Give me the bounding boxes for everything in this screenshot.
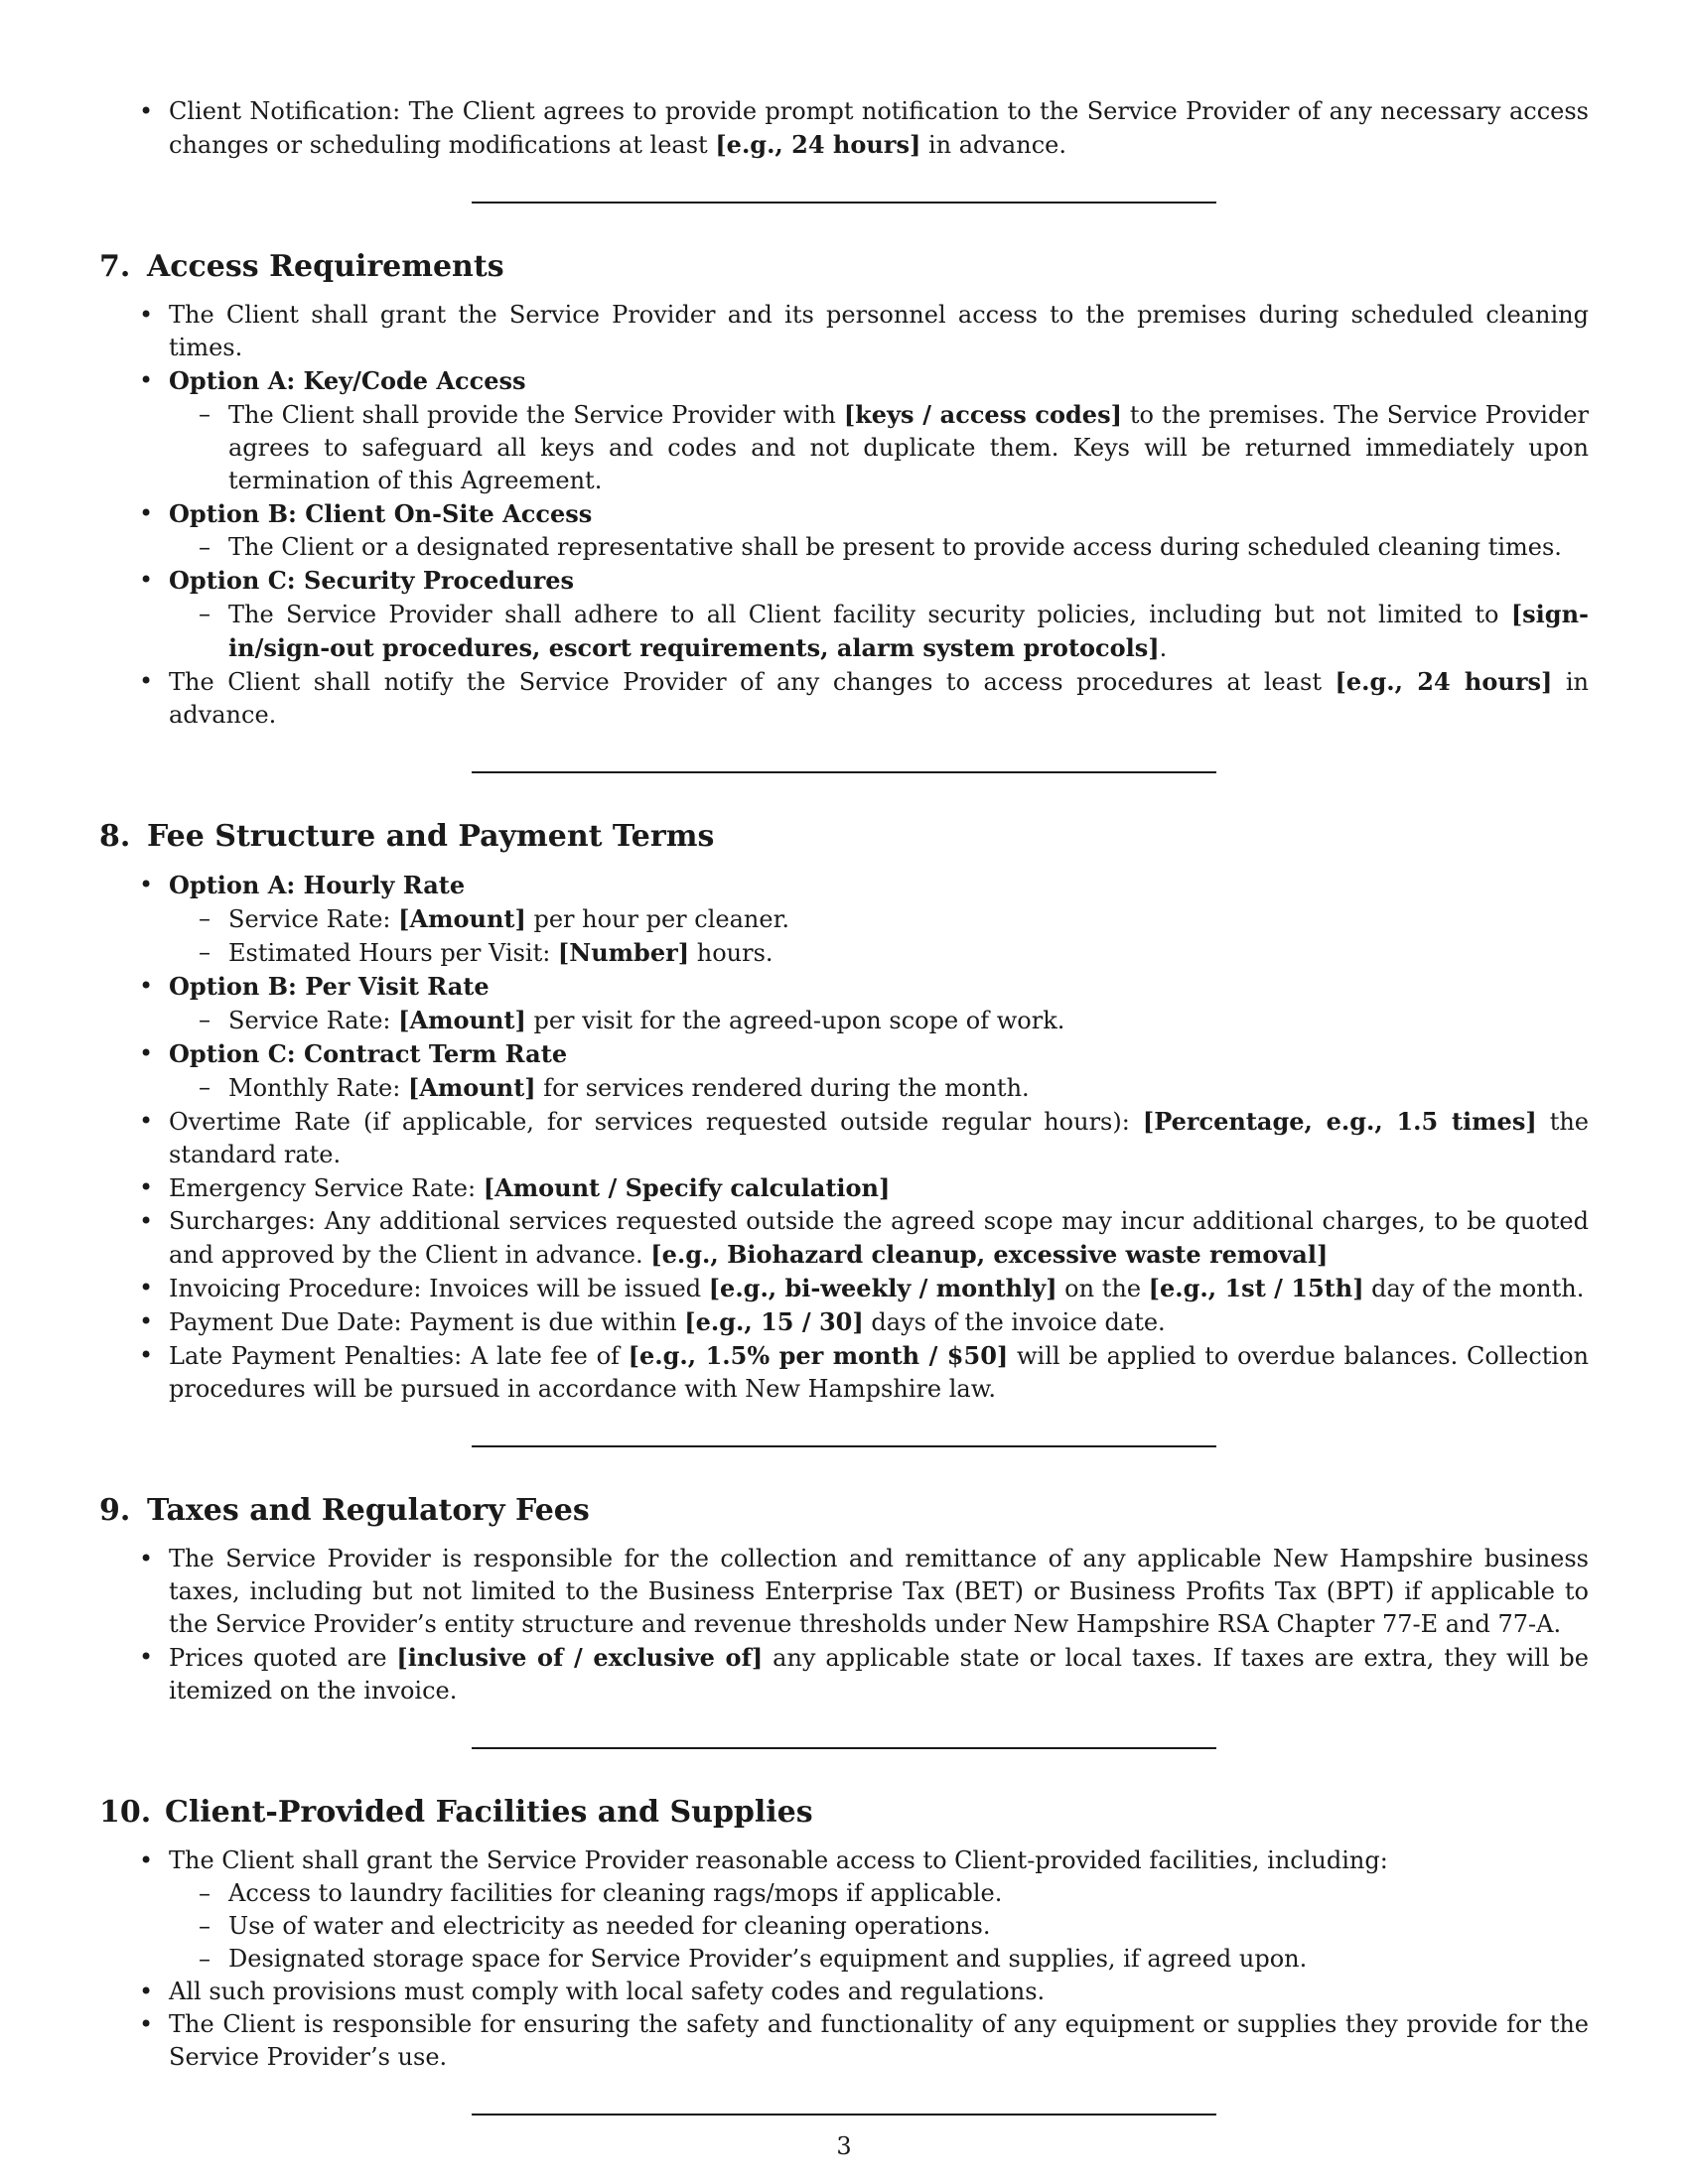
list-item [99,869,1589,970]
section-divider [472,1747,1216,1749]
placeholder-field: [Percentage, e.g., 1.5 times] [1142,1107,1537,1136]
section-divider [472,1445,1216,1447]
sub-list [169,902,1589,970]
page-content [99,95,1589,2116]
sub-list [169,398,1589,497]
option-heading: Option B: Per Visit Rate [169,972,490,1001]
section-divider [472,2114,1216,2116]
sub-list [169,531,1589,564]
placeholder-field: [e.g., 24 hours] [1335,667,1553,696]
sub-list-item: – The Client shall provide the Service Provider with [keys / access codes] to the premises. The Service Provider agrees to safeguard all keys and codes and not duplicate them. Keys will be returned immediately upon termination of this Agreement. [169,398,1589,497]
placeholder-field: [Amount] [407,1073,536,1102]
list-item: • Invoicing Procedure: Invoices will be issued [e.g., bi-weekly / monthly] on the [e.g., 1st / 15th] day of the month. [99,1272,1589,1305]
sub-list-item: – Access to laundry facilities for cleaning rags/mops if applicable. [169,1877,1589,1910]
sub-list [169,1004,1589,1037]
sub-list [169,598,1589,665]
section-heading-7: 7. Access Requirements [99,249,504,284]
placeholder-field: [Number] [557,938,690,967]
list-item [99,364,1589,497]
intro-list [99,95,1589,162]
list-item: • Payment Due Date: Payment is due within [e.g., 15 / 30] days of the invoice date. [99,1305,1589,1339]
section-10-list [99,1844,1589,2074]
sub-list-item: – Use of water and electricity as needed for cleaning operations. [169,1910,1589,1943]
sub-list [169,1071,1589,1105]
placeholder-field: [e.g., 1st / 15th] [1148,1274,1364,1302]
sub-list-item: – Monthly Rate: [Amount] for services rendered during the month. [169,1071,1589,1105]
placeholder-field: [inclusive of / exclusive of] [396,1643,764,1672]
option-heading: Option A: Hourly Rate [169,871,466,899]
list-item: • The Client shall notify the Service Provider of any changes to access procedures at least [e.g., 24 hours] in advance. [99,665,1589,732]
section-heading-8: 8. Fee Structure and Payment Terms [99,819,715,854]
placeholder-field: [e.g., 1.5% per month / $50] [628,1341,1009,1370]
section-divider [472,771,1216,773]
sub-list-item: – Estimated Hours per Visit: [Number] hours. [169,936,1589,970]
placeholder-field: [e.g., 24 hours] [715,130,921,159]
section-8-list [99,869,1589,1406]
sub-list-item: – Service Rate: [Amount] per visit for the agreed-upon scope of work. [169,1004,1589,1037]
list-item: • The Client is responsible for ensuring the safety and functionality of any equipment or supplies they provide for the Service Provider’s use. [99,2008,1589,2074]
placeholder-field: [sign-in/sign-out procedures, escort requirements, alarm system protocols] [228,600,1589,662]
list-item: • Prices quoted are [inclusive of / exclusive of] any applicable state or local taxes. If taxes are extra, they will be itemized on the invoice. [99,1641,1589,1707]
placeholder-field: [Amount] [398,1006,526,1034]
section-divider [472,202,1216,204]
list-item: • Client Notification: The Client agrees to provide prompt notification to the Service Provider of any necessary access changes or scheduling modifications at least [e.g., 24 hours] in advance. [99,95,1589,162]
list-item [99,564,1589,665]
page-number: 3 [836,2132,852,2160]
list-item: • The Service Provider is responsible for the collection and remittance of any applicable New Hampshire business taxes, including but not limited to the Business Enterprise Tax (BET) or Business Profits Tax (BPT) if applicable to the Service Provider’s entity structure and revenue thresholds under New Hampshire RSA Chapter 77-E and 77-A. [99,1543,1589,1641]
placeholder-field: [e.g., bi-weekly / monthly] [708,1274,1057,1302]
sub-list-item: – Service Rate: [Amount] per hour per cleaner. [169,902,1589,936]
sub-list-item: – The Client or a designated representative shall be present to provide access during scheduled cleaning times. [169,531,1589,564]
section-heading-10: 10. Client-Provided Facilities and Supplies [99,1795,813,1830]
placeholder-field: [Amount / Specify calculation] [483,1173,891,1202]
option-heading: Option C: Security Procedures [169,566,575,595]
sub-list [169,1877,1589,1976]
placeholder-field: [Amount] [398,904,526,933]
list-item: • The Client shall grant the Service Provider and its personnel access to the premises during scheduled cleaning times. [99,299,1589,364]
placeholder-field: [e.g., Biohazard cleanup, excessive waste removal] [650,1240,1329,1269]
section-heading-9: 9. Taxes and Regulatory Fees [99,1493,590,1528]
option-heading: Option B: Client On-Site Access [169,499,593,528]
list-item: • Late Payment Penalties: A late fee of [e.g., 1.5% per month / $50] will be applied to overdue balances. Collection procedures will be pursued in accordance with New Hampshire law. [99,1339,1589,1406]
list-item: • The Client shall grant the Service Provider reasonable access to Client-provided facilities, including: – Access to laundry facilities for cleaning rags/mops if applicable. – Use of water and electricity as needed for cleaning operations. – Designated storage space for Service Provider’s equipment and supplies, if agreed upon. [99,1844,1589,1976]
list-item: • Emergency Service Rate: [Amount / Specify calculation] [99,1171,1589,1205]
sub-list-item: – Designated storage space for Service Provider’s equipment and supplies, if agreed upon. [169,1943,1589,1976]
placeholder-field: [e.g., 15 / 30] [684,1307,864,1336]
section-7-list [99,299,1589,732]
option-heading: Option C: Contract Term Rate [169,1039,568,1068]
list-item [99,1037,1589,1105]
list-item [99,497,1589,564]
sub-list-item: – The Service Provider shall adhere to all Client facility security policies, including but not limited to [sign-in/sign-out procedures, escort requirements, alarm system protocols]. [169,598,1589,665]
option-heading: Option A: Key/Code Access [169,366,526,395]
section-9-list [99,1543,1589,1707]
list-item: • Overtime Rate (if applicable, for services requested outside regular hours): [Percentage, e.g., 1.5 times] the standard rate. [99,1105,1589,1171]
placeholder-field: [keys / access codes] [843,400,1122,429]
list-item: • Surcharges: Any additional services requested outside the agreed scope may incur additional charges, to be quoted and approved by the Client in advance. [e.g., Biohazard cleanup, excessive waste removal] [99,1205,1589,1272]
list-item [99,970,1589,1037]
bullet-label: Client Notification: [169,97,409,125]
list-item: • All such provisions must comply with local safety codes and regulations. [99,1976,1589,2008]
